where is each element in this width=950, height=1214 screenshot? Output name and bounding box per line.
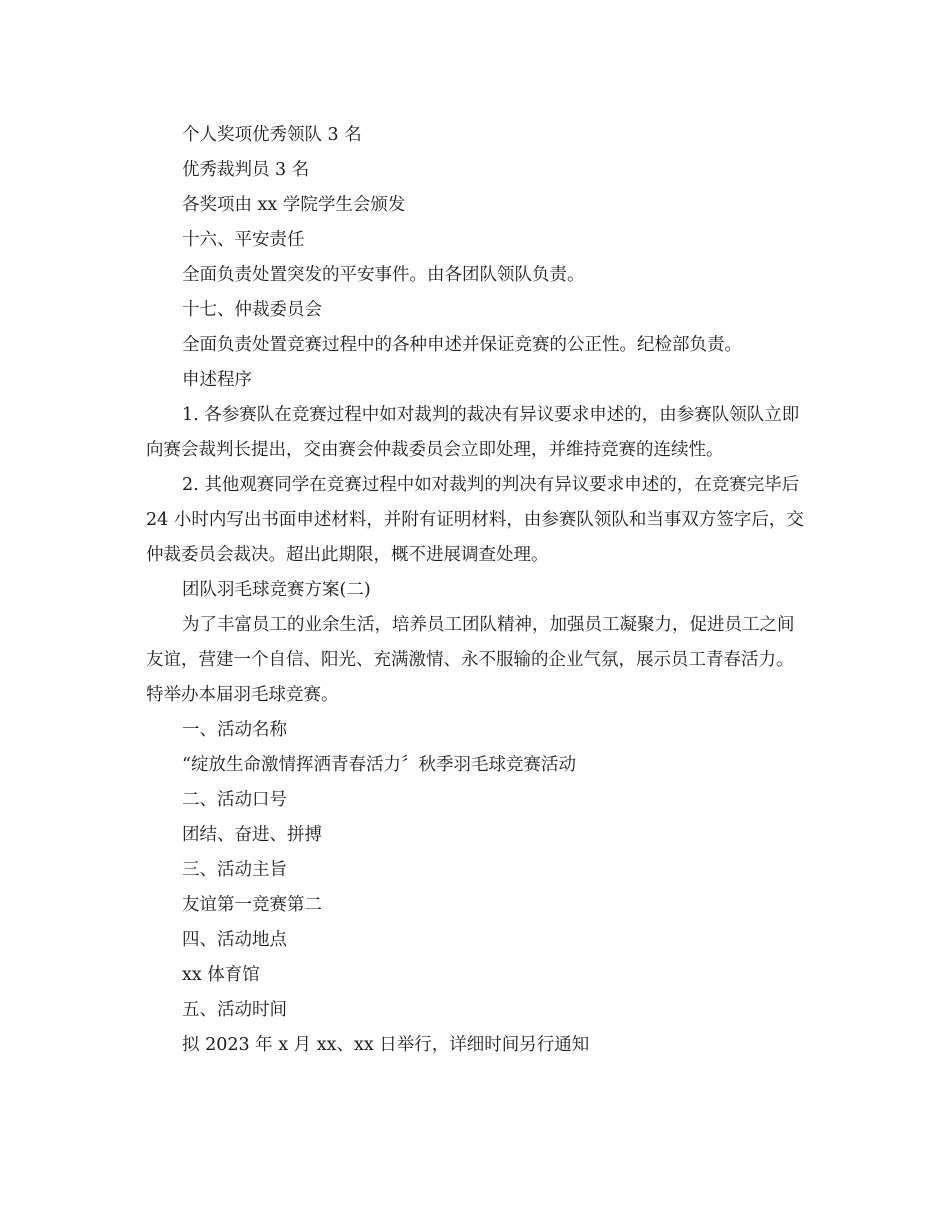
section-heading-slogan: 二、活动口号 <box>182 790 287 810</box>
activity-slogan: 团结、奋进、拼搏 <box>182 825 322 845</box>
award-issuer: 各奖项由 xx 学院学生会颁发 <box>182 195 406 215</box>
plan-two-title: 团队羽毛球竞赛方案(二) <box>182 580 371 600</box>
award-best-referee: 优秀裁判员 3 名 <box>182 160 310 180</box>
activity-venue: xx 体育馆 <box>182 965 260 985</box>
activity-purpose: 友谊第一竞赛第二 <box>182 895 322 915</box>
section-heading-safety: 十六、平安责任 <box>182 230 305 250</box>
appeal-procedure-heading: 申述程序 <box>182 370 252 390</box>
plan-intro: 为了丰富员工的业余生活，培养员工团队精神，加强员工凝聚力，促进员工之间友谊，营建一个自信、阳光、充满激情、永不服输的企业气氛，展示员工青春活力。特举办本届羽毛球竞赛。 <box>146 615 795 705</box>
section-heading-arbitration: 十七、仲裁委员会 <box>182 300 322 320</box>
section-heading-purpose: 三、活动主旨 <box>182 860 287 880</box>
safety-text: 全面负责处置突发的平安事件。由各团队领队负责。 <box>182 265 585 285</box>
section-heading-venue: 四、活动地点 <box>182 930 287 950</box>
arbitration-text: 全面负责处置竞赛过程中的各种申述并保证竞赛的公正性。纪检部负责。 <box>182 335 742 355</box>
appeal-rule-1: 1. 各参赛队在竞赛过程中如对裁判的裁决有异议要求申述的，由参赛队领队立即向赛会裁判长提出，交由赛会仲裁委员会立即处理，并维持竞赛的连续性。 <box>146 405 800 460</box>
section-heading-time: 五、活动时间 <box>182 1000 287 1020</box>
document-body <box>146 118 810 1063</box>
activity-name: “绽放生命激情挥洒青春活力〞秋季羽毛球竞赛活动 <box>182 755 576 775</box>
appeal-rule-2: 2. 其他观赛同学在竞赛过程中如对裁判的判决有异议要求申述的，在竞赛完毕后 24 小时内写出书面申述材料，并附有证明材料，由参赛队领队和当事双方签字后，交仲裁委员会裁决。超出此期限，概不进展调查处理。 <box>146 475 804 565</box>
section-heading-activity-name: 一、活动名称 <box>182 720 287 740</box>
activity-time: 拟 2023 年 x 月 xx、xx 日举行，详细时间另行通知 <box>182 1035 590 1055</box>
award-best-leader: 个人奖项优秀领队 3 名 <box>182 125 362 145</box>
